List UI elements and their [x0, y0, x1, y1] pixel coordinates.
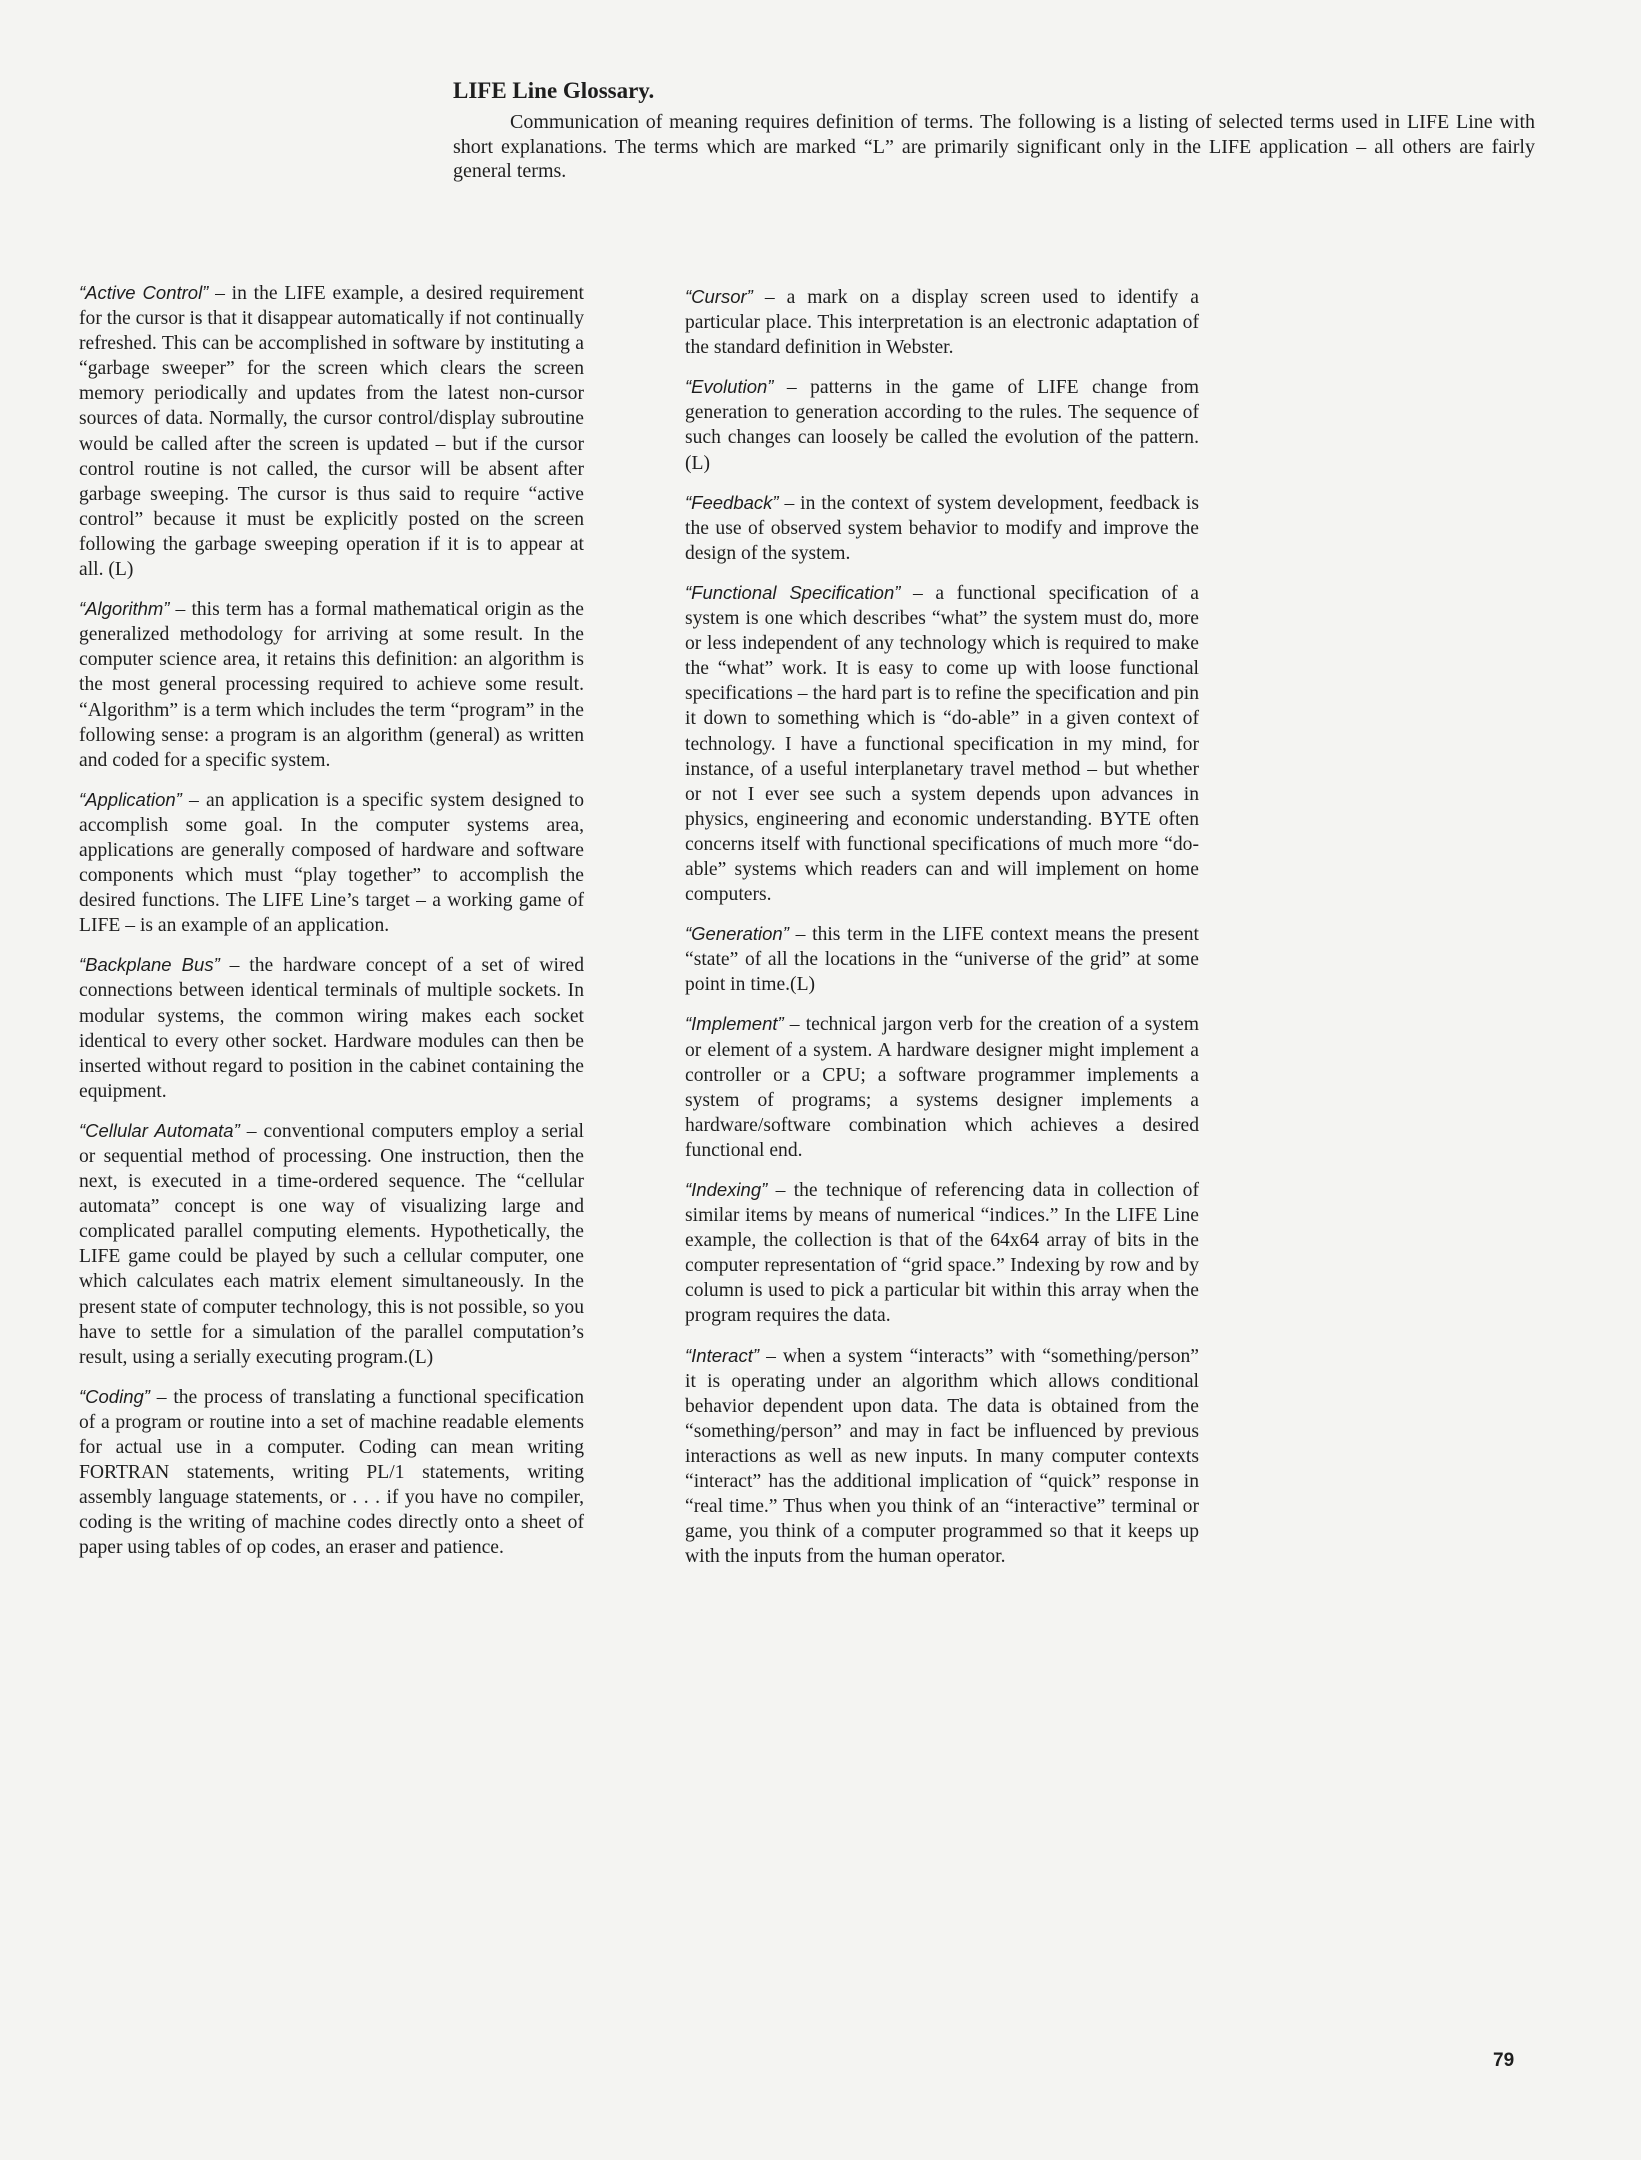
glossary-entry	[685, 1343, 1199, 1570]
glossary-term: “Coding”	[79, 1385, 150, 1407]
glossary-entry	[79, 280, 584, 582]
glossary-entry	[685, 1011, 1199, 1163]
page-number: 79	[1493, 2050, 1515, 2071]
left-column	[79, 280, 584, 1575]
glossary-entry	[79, 1118, 584, 1370]
glossary-entry	[685, 921, 1199, 997]
right-column	[685, 284, 1199, 1583]
glossary-definition: – an application is a specific system designed to accomplish some goal. In the computer systems area, applications are generally composed of hardware and software components which must “play together” to accomplish the desired functions. The LIFE Line’s target – a working game of LIFE – is an example of an application.	[79, 789, 584, 937]
glossary-definition: – patterns in the game of LIFE change from generation to generation according to the rules. The sequence of such changes can loosely be called the evolution of the pattern.(L)	[685, 377, 1199, 474]
glossary-term: “Evolution”	[685, 376, 774, 398]
glossary-term: “Algorithm”	[79, 598, 170, 620]
glossary-term: “Feedback”	[685, 491, 779, 513]
glossary-definition: – a mark on a display screen used to identify a particular place. This interpretation is an electronic adaptation of the standard definition in Webster.	[685, 287, 1199, 359]
glossary-entry	[685, 284, 1199, 360]
glossary-term: “Active Control”	[79, 282, 209, 303]
glossary-definition: – this term has a formal mathematical origin as the generalized methodology for arriving at some result. In the computer science area, it retains this definition: an algorithm is the most general processing required to achieve some result. “Algorithm” is a term which includes the term “program” in the following sense: a program is an algorithm (general) as written and coded for a specific system.	[79, 599, 584, 771]
glossary-entry	[685, 490, 1199, 566]
glossary-term: “Interact”	[685, 1344, 760, 1366]
glossary-definition: – in the context of system development, feedback is the use of observed system behavior to modify and improve the design of the system.	[685, 492, 1199, 564]
glossary-definition: – the technique of referencing data in collection of similar items by means of numerical “indices.” In the LIFE Line example, the collection is that of the 64x64 array of bits in the computer representation of “grid space.” Indexing by row and by column is used to pick a particular bit within this array when the program requires the data.	[685, 1180, 1199, 1327]
glossary-definition: – this term in the LIFE context means the present “state” of all the locations in the “universe of the grid” at some point in time.(L)	[685, 924, 1199, 996]
page-title: LIFE Line Glossary.	[453, 78, 655, 103]
glossary-term: “Application”	[79, 788, 182, 810]
glossary-definition: – technical jargon verb for the creation of a system or element of a system. A hardware designer might implement a controller or a CPU; a software programmer implements a system of programs; a systems designer implements a hardware/software combination which achieves a desired functional end.	[685, 1014, 1199, 1161]
glossary-term: “Indexing”	[685, 1179, 768, 1200]
glossary-entry	[685, 374, 1199, 475]
glossary-entry	[79, 787, 584, 939]
glossary-entry	[685, 1177, 1199, 1329]
glossary-term: “Implement”	[685, 1013, 784, 1035]
glossary-entry	[79, 1384, 584, 1561]
intro-paragraph: Communication of meaning requires definition of terms. The following is a listing of selected terms used in LIFE Line with short explanations. The terms which are marked “L” are primarily significant only in the LIFE application – all others are fairly general terms.	[453, 111, 1535, 182]
glossary-entry	[685, 580, 1199, 907]
glossary-definition: – conventional computers employ a serial or sequential method of processing. One instruction, then the next, is executed in a time-ordered sequence. The “cellular automata” concept is one way of visualizing large and complicated parallel computing elements. Hypothetically, the LIFE game could be played by such a cellular computer, one which calculates each matrix element simultaneously. In the present state of computer technology, this is not possible, so you have to settle for a simulation of the parallel computation’s result, using a serially executing program.(L)	[79, 1120, 584, 1368]
glossary-term: “Backplane Bus”	[79, 954, 220, 976]
glossary-definition: – when a system “interacts” with “something/person” it is operating under an algorithm which allows conditional behavior dependent upon data. The data is obtained from the “something/person” and may in fact be influenced by previous interactions as well as new inputs. In many computer contexts “interact” has the additional implication of “quick” response in “real time.” Thus when you think of an “interactive” terminal or game, you think of a computer programmed so that it keeps up with the inputs from the human operator.	[685, 1345, 1199, 1568]
glossary-definition: – a functional specification of a system is one which describes “what” the system must do, more or less independent of any technology which is required to make the “what” work. It is easy to come up with loose functional specifications – the hard part is to refine the specification and pin it down to something which is “do-able” in a given context of technology. I have a functional specification in my mind, for instance, of a useful interplanetary travel method – but whether or not I ever see such a system depends upon advances in physics, engineering and economic understanding. BYTE often concerns itself with functional specifications of much more “do-able” systems which readers can and will implement on home computers.	[685, 582, 1199, 906]
glossary-definition: – the hardware concept of a set of wired connections between identical terminals of multiple sockets. In modular systems, the common wiring makes each socket identical to every other socket. Hardware modules can then be inserted without regard to position in the cabinet containing the equipment.	[79, 955, 584, 1102]
glossary-entry	[79, 596, 584, 773]
glossary-term: “Cellular Automata”	[79, 1119, 240, 1141]
glossary-term: “Cursor”	[685, 286, 753, 307]
glossary-term: “Generation”	[685, 923, 789, 945]
glossary-term: “Functional Specification”	[685, 581, 901, 603]
glossary-definition: – the process of translating a functional specification of a program or routine into a set of machine readable elements for actual use in a computer. Coding can mean writing FORTRAN statements, writing PL/1 statements, writing assembly language statements, or . . . if you have no compiler, coding is the writing of machine codes directly onto a sheet of paper using tables of op codes, an eraser and patience.	[79, 1386, 584, 1559]
glossary-definition: – in the LIFE example, a desired requirement for the cursor is that it disappear automatically if not continually refreshed. This can be accomplished in software by instituting a “garbage sweeper” for the screen which clears the screen memory periodically and updates from the latest non-cursor sources of data. Normally, the cursor control/display subroutine would be called after the screen is updated – but if the cursor control routine is not called, the cursor will be absent after garbage sweeping. The cursor is thus said to require “active control” because it must be explicitly posted on the screen following the garbage sweeping operation if it is to appear at all. (L)	[79, 283, 584, 581]
glossary-entry	[79, 952, 584, 1104]
